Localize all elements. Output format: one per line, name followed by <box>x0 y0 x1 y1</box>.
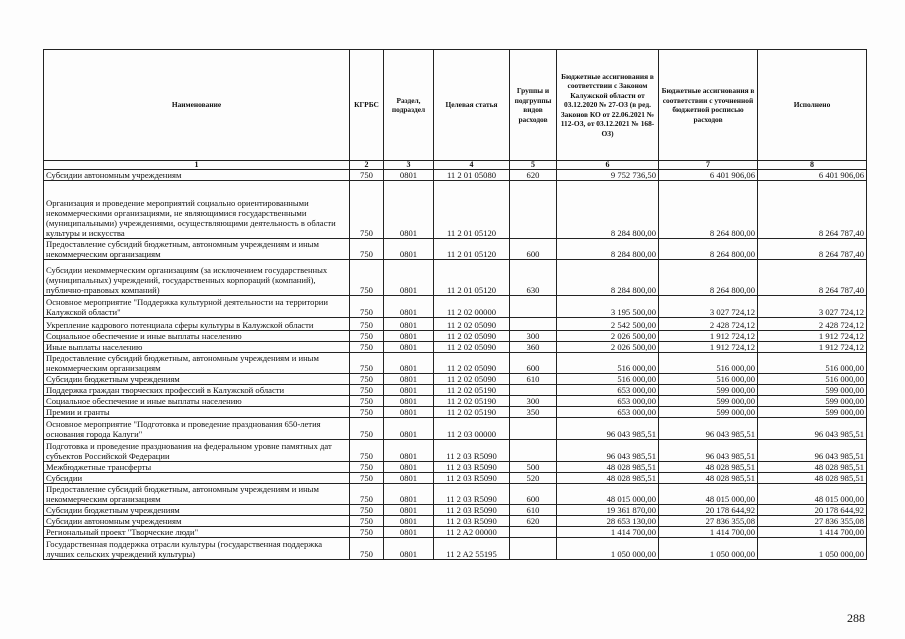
cell-executed: 96 043 985,51 <box>758 440 867 462</box>
cell-group: 300 <box>510 396 557 407</box>
cell-kgrbs: 750 <box>350 331 384 342</box>
cell-executed: 1 414 700,00 <box>758 527 867 538</box>
cell-target: 11 2 A2 55195 <box>434 538 510 560</box>
cell-name: Субсидии бюджетным учреждениям <box>44 374 350 385</box>
table-row <box>44 181 867 239</box>
column-number: 3 <box>384 161 434 170</box>
table-row <box>44 516 867 527</box>
cell-group: 610 <box>510 505 557 516</box>
cell-executed: 516 000,00 <box>758 374 867 385</box>
cell-section: 0801 <box>384 239 434 260</box>
cell-law: 1 050 000,00 <box>557 538 659 560</box>
cell-target: 11 2 02 05090 <box>434 318 510 331</box>
cell-kgrbs: 750 <box>350 418 384 440</box>
table-header-row <box>44 50 867 161</box>
table-row <box>44 462 867 473</box>
cell-law: 3 195 500,00 <box>557 296 659 318</box>
cell-group: 600 <box>510 353 557 374</box>
cell-executed: 8 264 787,40 <box>758 239 867 260</box>
cell-law: 8 284 800,00 <box>557 181 659 239</box>
cell-law: 48 015 000,00 <box>557 484 659 505</box>
cell-target: 11 2 01 05120 <box>434 181 510 239</box>
cell-group <box>510 296 557 318</box>
cell-group <box>510 385 557 396</box>
cell-refined: 8 264 800,00 <box>659 239 758 260</box>
cell-executed: 20 178 644,92 <box>758 505 867 516</box>
cell-refined: 8 264 800,00 <box>659 181 758 239</box>
cell-group <box>510 418 557 440</box>
table-row <box>44 538 867 560</box>
cell-executed: 516 000,00 <box>758 353 867 374</box>
cell-kgrbs: 750 <box>350 505 384 516</box>
cell-law: 516 000,00 <box>557 353 659 374</box>
cell-refined: 1 050 000,00 <box>659 538 758 560</box>
cell-section: 0801 <box>384 516 434 527</box>
table-row <box>44 440 867 462</box>
table-row <box>44 418 867 440</box>
cell-section: 0801 <box>384 342 434 353</box>
cell-section: 0801 <box>384 418 434 440</box>
cell-law: 96 043 985,51 <box>557 440 659 462</box>
cell-group <box>510 181 557 239</box>
cell-target: 11 2 01 05080 <box>434 170 510 181</box>
column-number: 8 <box>758 161 867 170</box>
cell-kgrbs: 750 <box>350 440 384 462</box>
table-row <box>44 260 867 296</box>
cell-refined: 48 028 985,51 <box>659 462 758 473</box>
cell-section: 0801 <box>384 538 434 560</box>
cell-executed: 3 027 724,12 <box>758 296 867 318</box>
column-number: 5 <box>510 161 557 170</box>
cell-name: Субсидии бюджетным учреждениям <box>44 505 350 516</box>
cell-section: 0801 <box>384 473 434 484</box>
cell-refined: 1 912 724,12 <box>659 331 758 342</box>
cell-executed: 599 000,00 <box>758 385 867 396</box>
table-row <box>44 342 867 353</box>
cell-refined: 1 912 724,12 <box>659 342 758 353</box>
cell-target: 11 2 03 R5090 <box>434 440 510 462</box>
header-kgrbs: КГРБС <box>350 50 384 161</box>
cell-name: Основное мероприятие "Подготовка и проведение празднования 650-летия основания города Калуги" <box>44 418 350 440</box>
cell-section: 0801 <box>384 385 434 396</box>
table-row <box>44 407 867 418</box>
cell-refined: 8 264 800,00 <box>659 260 758 296</box>
cell-refined: 20 178 644,92 <box>659 505 758 516</box>
column-number: 6 <box>557 161 659 170</box>
cell-executed: 1 050 000,00 <box>758 538 867 560</box>
cell-section: 0801 <box>384 331 434 342</box>
cell-kgrbs: 750 <box>350 516 384 527</box>
header-target: Целевая статья <box>434 50 510 161</box>
header-name: Наименование <box>44 50 350 161</box>
header-law: Бюджетные ассигнования в соответствии с Законом Калужской области от 03.12.2020 № 27-ОЗ (в ред. Законов КО от 22.06.2021 № 112-ОЗ, от 03.12.2021 № 168-ОЗ) <box>557 50 659 161</box>
cell-name: Субсидии автономным учреждениям <box>44 170 350 181</box>
cell-name: Предоставление субсидий бюджетным, автономным учреждениям и иным некоммерческим организациям <box>44 239 350 260</box>
cell-name: Предоставление субсидий бюджетным, автономным учреждениям и иным некоммерческим организациям <box>44 484 350 505</box>
cell-executed: 599 000,00 <box>758 407 867 418</box>
cell-refined: 6 401 906,06 <box>659 170 758 181</box>
cell-section: 0801 <box>384 374 434 385</box>
cell-executed: 1 912 724,12 <box>758 331 867 342</box>
cell-kgrbs: 750 <box>350 318 384 331</box>
cell-section: 0801 <box>384 353 434 374</box>
cell-name: Социальное обеспечение и иные выплаты населению <box>44 331 350 342</box>
cell-section: 0801 <box>384 170 434 181</box>
table-body <box>44 170 867 560</box>
column-numbers-row <box>44 161 867 170</box>
cell-executed: 48 028 985,51 <box>758 473 867 484</box>
table-row <box>44 396 867 407</box>
cell-refined: 516 000,00 <box>659 353 758 374</box>
cell-group: 620 <box>510 170 557 181</box>
table-row <box>44 473 867 484</box>
cell-group: 620 <box>510 516 557 527</box>
cell-kgrbs: 750 <box>350 374 384 385</box>
cell-refined: 2 428 724,12 <box>659 318 758 331</box>
cell-name: Премии и гранты <box>44 407 350 418</box>
cell-law: 653 000,00 <box>557 396 659 407</box>
cell-executed: 8 264 787,40 <box>758 260 867 296</box>
cell-refined: 27 836 355,08 <box>659 516 758 527</box>
table-row <box>44 374 867 385</box>
cell-law: 96 043 985,51 <box>557 418 659 440</box>
cell-name: Государственная поддержка отрасли культуры (государственная поддержка лучших сельских учреждений культуры) <box>44 538 350 560</box>
cell-target: 11 2 02 05190 <box>434 396 510 407</box>
page-number: 288 <box>847 611 865 625</box>
cell-name: Субсидии некоммерческим организациям (за исключением государственных (муниципальных) учреждений, государственных корпораций (компаний), публично-правовых компаний) <box>44 260 350 296</box>
cell-law: 48 028 985,51 <box>557 462 659 473</box>
cell-section: 0801 <box>384 462 434 473</box>
cell-name: Субсидии <box>44 473 350 484</box>
cell-group <box>510 538 557 560</box>
header-section: Раздел, подраздел <box>384 50 434 161</box>
cell-refined: 1 414 700,00 <box>659 527 758 538</box>
table-row <box>44 527 867 538</box>
cell-name: Укрепление кадрового потенциала сферы культуры в Калужской области <box>44 318 350 331</box>
cell-executed: 48 015 000,00 <box>758 484 867 505</box>
cell-executed: 6 401 906,06 <box>758 170 867 181</box>
cell-target: 11 2 01 05120 <box>434 239 510 260</box>
cell-section: 0801 <box>384 484 434 505</box>
cell-section: 0801 <box>384 181 434 239</box>
cell-section: 0801 <box>384 260 434 296</box>
cell-target: 11 2 03 R5090 <box>434 484 510 505</box>
cell-law: 9 752 736,50 <box>557 170 659 181</box>
cell-section: 0801 <box>384 527 434 538</box>
table-row <box>44 318 867 331</box>
cell-law: 653 000,00 <box>557 407 659 418</box>
table-row <box>44 353 867 374</box>
cell-kgrbs: 750 <box>350 170 384 181</box>
cell-group: 500 <box>510 462 557 473</box>
cell-refined: 599 000,00 <box>659 385 758 396</box>
cell-executed: 48 028 985,51 <box>758 462 867 473</box>
cell-target: 11 2 02 05090 <box>434 331 510 342</box>
cell-group: 350 <box>510 407 557 418</box>
cell-target: 11 2 03 R5090 <box>434 462 510 473</box>
cell-law: 2 026 500,00 <box>557 331 659 342</box>
cell-target: 11 2 02 05090 <box>434 353 510 374</box>
cell-refined: 516 000,00 <box>659 374 758 385</box>
cell-kgrbs: 750 <box>350 473 384 484</box>
cell-section: 0801 <box>384 396 434 407</box>
cell-name: Поддержка граждан творческих профессий в Калужской области <box>44 385 350 396</box>
cell-name: Организация и проведение мероприятий социально ориентированными некоммерческими организациями, не являющимися государственными (муниципальными) учреждениями, осуществляющими деятельность в области культуры и искусства <box>44 181 350 239</box>
cell-name: Предоставление субсидий бюджетным, автономным учреждениям и иным некоммерческим организациям <box>44 353 350 374</box>
cell-kgrbs: 750 <box>350 181 384 239</box>
header-executed: Исполнено <box>758 50 867 161</box>
cell-kgrbs: 750 <box>350 527 384 538</box>
cell-law: 516 000,00 <box>557 374 659 385</box>
cell-refined: 96 043 985,51 <box>659 418 758 440</box>
cell-law: 19 361 870,00 <box>557 505 659 516</box>
cell-kgrbs: 750 <box>350 353 384 374</box>
cell-kgrbs: 750 <box>350 342 384 353</box>
cell-group: 630 <box>510 260 557 296</box>
table-row <box>44 331 867 342</box>
cell-group: 520 <box>510 473 557 484</box>
cell-kgrbs: 750 <box>350 239 384 260</box>
cell-target: 11 2 03 R5090 <box>434 473 510 484</box>
cell-law: 8 284 800,00 <box>557 239 659 260</box>
table-row <box>44 296 867 318</box>
column-number: 2 <box>350 161 384 170</box>
cell-law: 1 414 700,00 <box>557 527 659 538</box>
cell-section: 0801 <box>384 296 434 318</box>
cell-group: 600 <box>510 239 557 260</box>
cell-target: 11 2 02 05190 <box>434 385 510 396</box>
cell-target: 11 2 03 R5090 <box>434 505 510 516</box>
header-refined: Бюджетные ассигнования в соответствии с уточненной бюджетной росписью расходов <box>659 50 758 161</box>
table-row <box>44 170 867 181</box>
cell-group <box>510 318 557 331</box>
column-number: 4 <box>434 161 510 170</box>
cell-target: 11 2 03 00000 <box>434 418 510 440</box>
cell-kgrbs: 750 <box>350 260 384 296</box>
cell-kgrbs: 750 <box>350 385 384 396</box>
cell-law: 8 284 800,00 <box>557 260 659 296</box>
cell-refined: 48 015 000,00 <box>659 484 758 505</box>
table-row <box>44 505 867 516</box>
cell-executed: 8 264 787,40 <box>758 181 867 239</box>
cell-target: 11 2 02 05090 <box>434 374 510 385</box>
cell-executed: 96 043 985,51 <box>758 418 867 440</box>
cell-refined: 48 028 985,51 <box>659 473 758 484</box>
cell-executed: 2 428 724,12 <box>758 318 867 331</box>
cell-kgrbs: 750 <box>350 462 384 473</box>
table-row <box>44 484 867 505</box>
cell-law: 28 653 130,00 <box>557 516 659 527</box>
cell-refined: 599 000,00 <box>659 396 758 407</box>
table-row <box>44 385 867 396</box>
cell-refined: 96 043 985,51 <box>659 440 758 462</box>
cell-target: 11 2 01 05120 <box>434 260 510 296</box>
cell-group: 360 <box>510 342 557 353</box>
cell-kgrbs: 750 <box>350 538 384 560</box>
column-number: 1 <box>44 161 350 170</box>
cell-name: Межбюджетные трансферты <box>44 462 350 473</box>
cell-name: Региональный проект "Творческие люди" <box>44 527 350 538</box>
cell-kgrbs: 750 <box>350 484 384 505</box>
cell-law: 2 026 500,00 <box>557 342 659 353</box>
cell-name: Социальное обеспечение и иные выплаты населению <box>44 396 350 407</box>
cell-executed: 1 912 724,12 <box>758 342 867 353</box>
cell-target: 11 2 02 05190 <box>434 407 510 418</box>
cell-executed: 599 000,00 <box>758 396 867 407</box>
cell-group <box>510 440 557 462</box>
table-row <box>44 239 867 260</box>
cell-name: Подготовка и проведение празднования на федеральном уровне памятных дат субъектов Российской Федерации <box>44 440 350 462</box>
cell-group: 600 <box>510 484 557 505</box>
cell-kgrbs: 750 <box>350 407 384 418</box>
cell-section: 0801 <box>384 407 434 418</box>
cell-refined: 599 000,00 <box>659 407 758 418</box>
cell-target: 11 2 03 R5090 <box>434 516 510 527</box>
cell-group <box>510 527 557 538</box>
column-number: 7 <box>659 161 758 170</box>
header-groups: Группы и подгруппы видов расходов <box>510 50 557 161</box>
cell-group: 610 <box>510 374 557 385</box>
cell-target: 11 2 02 00000 <box>434 296 510 318</box>
cell-name: Основное мероприятие "Поддержка культурной деятельности на территории Калужской области" <box>44 296 350 318</box>
cell-section: 0801 <box>384 440 434 462</box>
cell-refined: 3 027 724,12 <box>659 296 758 318</box>
cell-group: 300 <box>510 331 557 342</box>
cell-law: 653 000,00 <box>557 385 659 396</box>
cell-name: Субсидии автономным учреждениям <box>44 516 350 527</box>
cell-law: 48 028 985,51 <box>557 473 659 484</box>
cell-section: 0801 <box>384 318 434 331</box>
cell-kgrbs: 750 <box>350 296 384 318</box>
budget-table <box>43 49 867 560</box>
cell-section: 0801 <box>384 505 434 516</box>
cell-kgrbs: 750 <box>350 396 384 407</box>
cell-executed: 27 836 355,08 <box>758 516 867 527</box>
cell-law: 2 542 500,00 <box>557 318 659 331</box>
cell-target: 11 2 02 05090 <box>434 342 510 353</box>
cell-target: 11 2 A2 00000 <box>434 527 510 538</box>
cell-name: Иные выплаты населению <box>44 342 350 353</box>
